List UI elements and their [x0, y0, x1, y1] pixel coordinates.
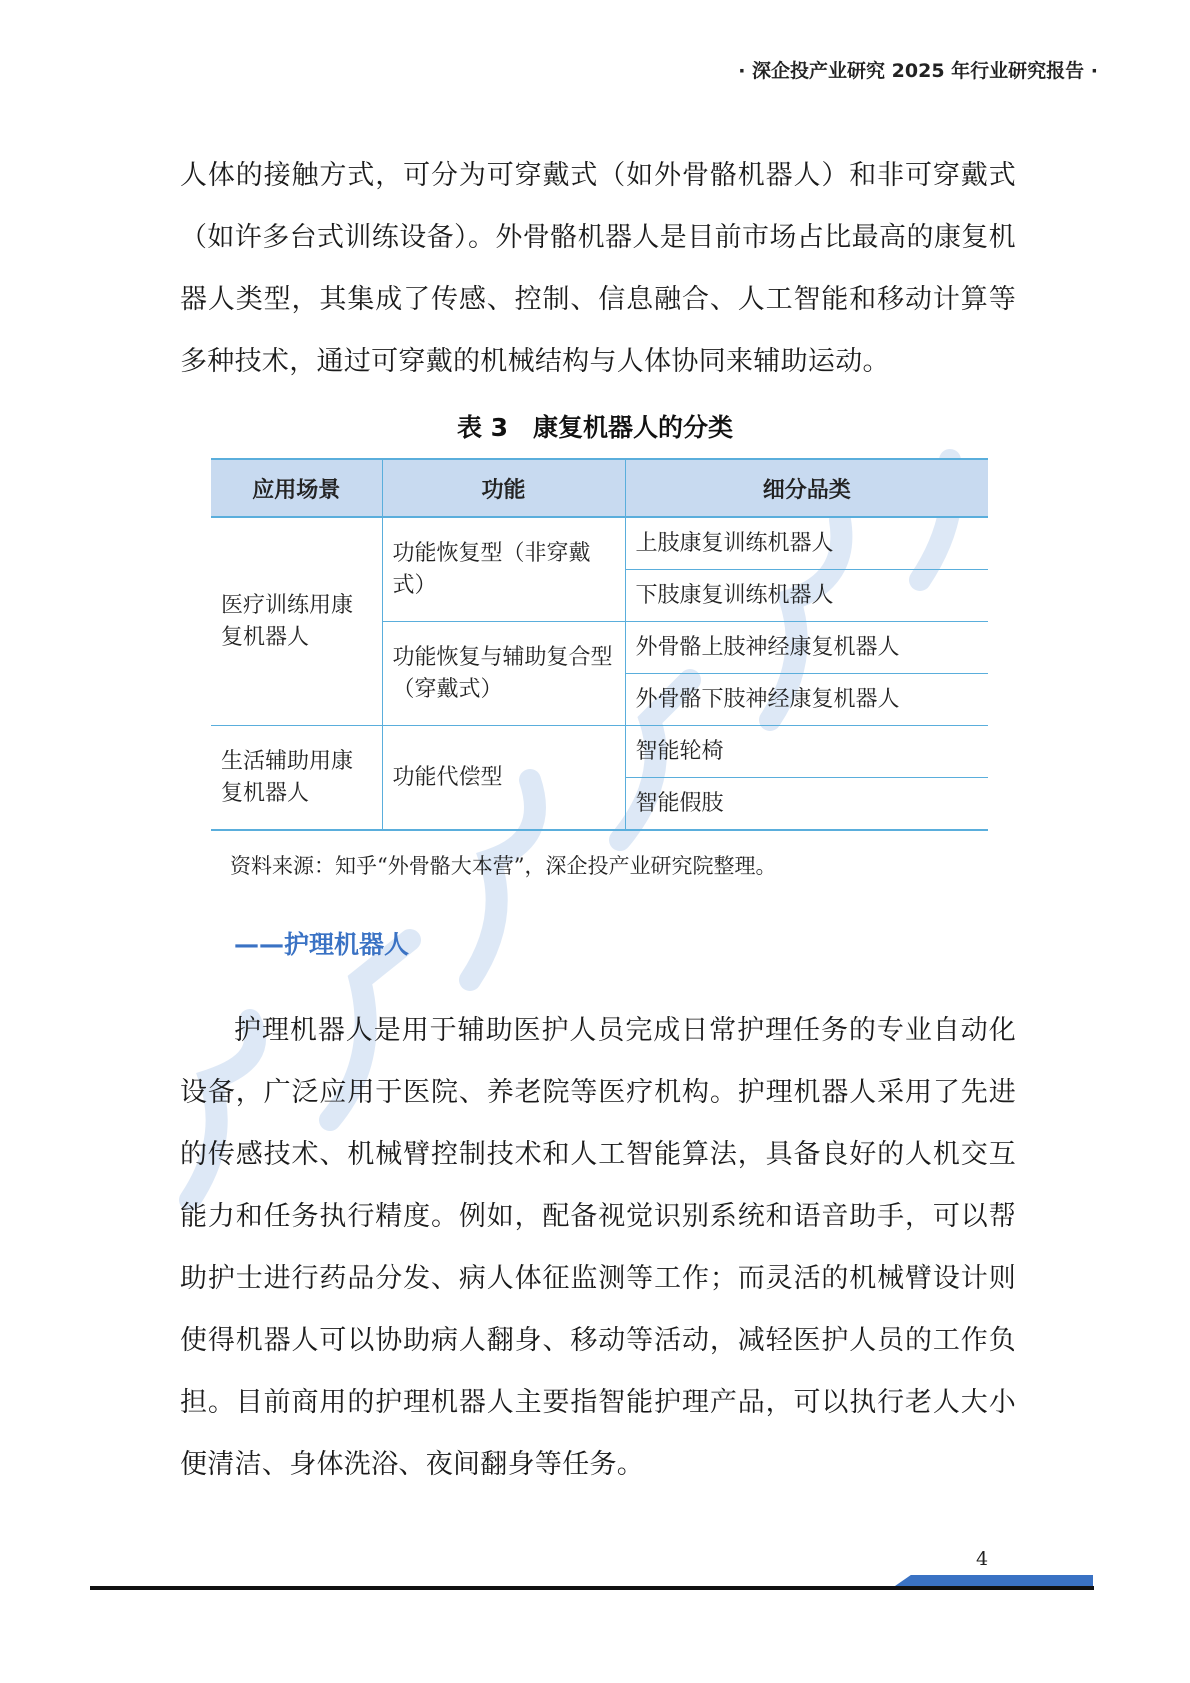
cell-category: 外骨骼上肢神经康复机器人 — [625, 622, 988, 674]
cell-category: 上肢康复训练机器人 — [625, 517, 988, 570]
header-function: 功能 — [382, 459, 625, 517]
paragraph-intro: 人体的接触方式，可分为可穿戴式（如外骨骼机器人）和非可穿戴式（如许多台式训练设备）。外骨骼机器人是目前市场占比最高的康复机器人类型，其集成了传感、控制、信息融合、人工智能和移动计算等多种技术，通过可穿戴的机械结构与人体协同来辅助运动。 — [180, 160, 1016, 377]
cell-function-composite: 功能恢复与辅助复合型（穿戴式） — [382, 622, 625, 726]
footer-rule — [90, 1586, 1094, 1590]
classification-table — [211, 458, 988, 831]
header-scene: 应用场景 — [211, 459, 382, 517]
table-row — [211, 726, 988, 778]
section-heading: ——护理机器人 — [234, 930, 410, 959]
cell-category: 智能假肢 — [625, 778, 988, 831]
cell-function-compensation: 功能代偿型 — [382, 726, 625, 831]
cell-category: 智能轮椅 — [625, 726, 988, 778]
table-source: 资料来源：知乎“外骨骼大本营”，深企投产业研究院整理。 — [230, 854, 777, 878]
page-number: 4 — [976, 1548, 989, 1570]
table-header-row — [211, 459, 988, 517]
header-category: 细分品类 — [625, 459, 988, 517]
cell-function-recovery: 功能恢复型（非穿戴式） — [382, 517, 625, 622]
cell-category: 下肢康复训练机器人 — [625, 570, 988, 622]
page-header: · 深企投产业研究 2025 年行业研究报告 · — [738, 60, 1098, 82]
table-row — [211, 517, 988, 570]
cell-category: 外骨骼下肢神经康复机器人 — [625, 674, 988, 726]
table-title: 表 3 康复机器人的分类 — [456, 413, 734, 442]
paragraph-nursing: 护理机器人是用于辅助医护人员完成日常护理任务的专业自动化设备，广泛应用于医院、养老院等医疗机构。护理机器人采用了先进的传感技术、机械臂控制技术和人工智能算法，具备良好的人机交互能力和任务执行精度。例如，配备视觉识别系统和语音助手，可以帮助护士进行药品分发、病人体征监测等工作；而灵活的机械臂设计则使得机器人可以协助病人翻身、移动等活动，减轻医护人员的工作负担。目前商用的护理机器人主要指智能护理产品，可以执行老人大小便清洁、身体洗浴、夜间翻身等任务。 — [180, 1015, 1016, 1480]
footer-accent-bar — [895, 1575, 1093, 1586]
cell-scene-daily: 生活辅助用康复机器人 — [211, 726, 382, 831]
cell-scene-medical: 医疗训练用康复机器人 — [211, 517, 382, 726]
